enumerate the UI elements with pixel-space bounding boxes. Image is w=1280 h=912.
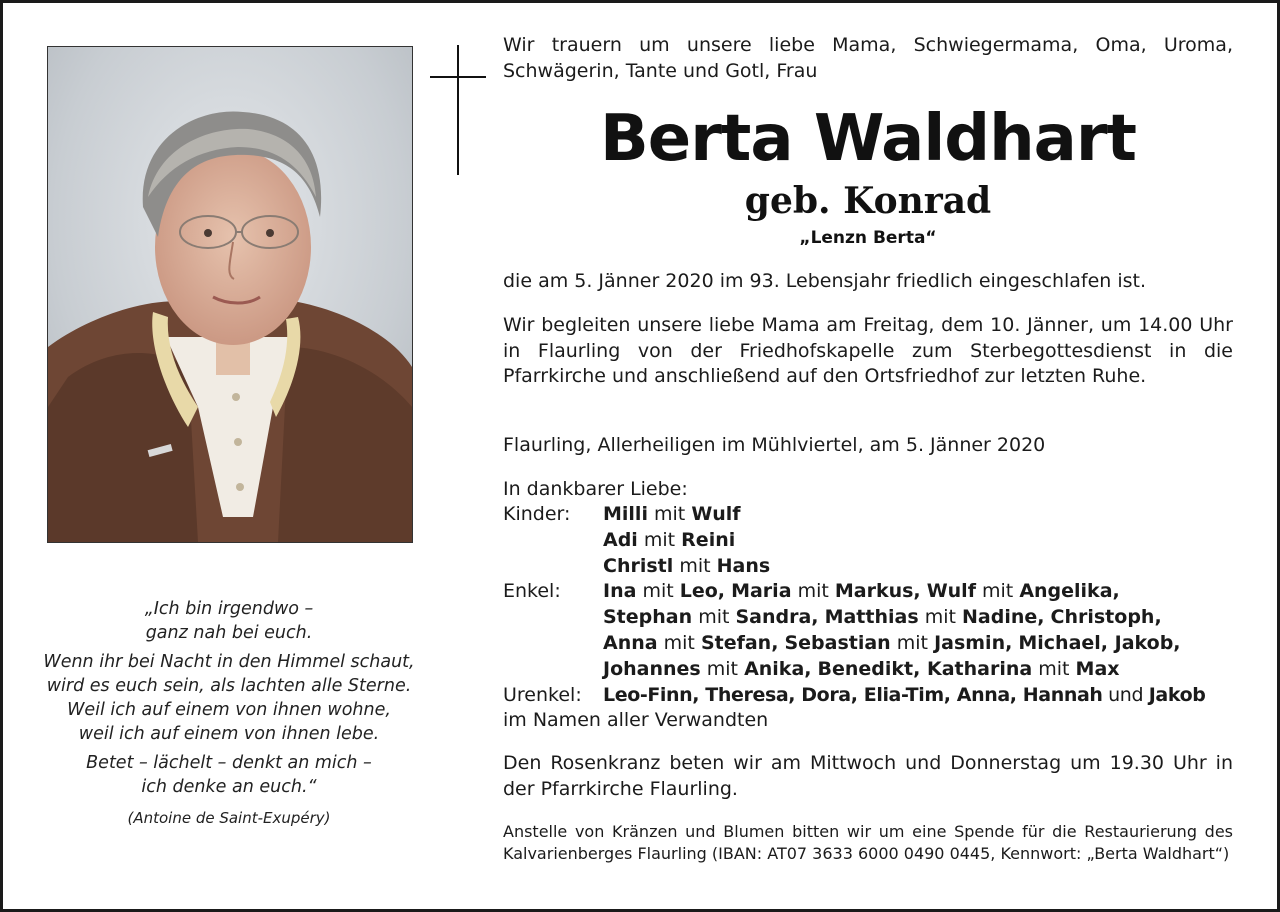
- portrait-photo: [47, 46, 413, 543]
- rosary-info: Den Rosenkranz beten wir am Mittwoch und Donnerstag um 19.30 Uhr in der Pfarrkirche Flaurling.: [503, 752, 1233, 800]
- family-list: [503, 502, 1243, 734]
- death-notice: die am 5. Jänner 2020 im 93. Lebensjahr friedlich eingeschlafen ist.: [503, 270, 1147, 292]
- list-item: Urenkel: Leo-Finn, Theresa, Dora, Elia-Tim, Anna, Hannah und Jakob: [503, 683, 1205, 709]
- intro-text: Wir trauern um unsere liebe Mama, Schwiegermama, Oma, Uroma, Schwägerin, Tante und Gotl, Frau: [503, 34, 1233, 82]
- quote-line: wird es euch sein, als lachten alle Sterne.: [46, 676, 412, 696]
- nickname: „Lenzn Berta“: [799, 228, 937, 248]
- children-label: Kinder:: [503, 503, 571, 525]
- funeral-details: Wir begleiten unsere liebe Mama am Freitag, dem 10. Jänner, um 14.00 Uhr in Flaurling von der Friedhofskapelle zum Sterbegottesdienst in die Pfarrkirche und anschließend auf den Ortsfriedhof zur letzten Ruhe.: [503, 314, 1233, 387]
- greatgrandchildren-label: Urenkel:: [503, 683, 582, 706]
- deceased-name: Berta Waldhart: [600, 102, 1136, 176]
- list-item: Anna mit Stefan, Sebastian mit Jasmin, Michael, Jakob,: [603, 631, 1181, 654]
- thanks-line: In dankbarer Liebe:: [503, 478, 688, 500]
- list-item: [503, 708, 1205, 734]
- place-date: Flaurling, Allerheiligen im Mühlviertel, am 5. Jänner 2020: [503, 434, 1046, 456]
- donation-info: Anstelle von Kränzen und Blumen bitten wir um eine Spende für die Restaurierung des Kalvarienberges Flaurling (IBAN: AT07 3633 6000 0490 0445, Kennwort: „Berta Waldhart“): [503, 822, 1233, 863]
- list-item: Kinder: Milli mit Wulf: [503, 502, 1205, 528]
- quote-line: „Ich bin irgendwo –: [144, 599, 314, 619]
- quote-line: Betet – lächelt – denkt an mich –: [86, 753, 372, 773]
- maiden-name: geb. Konrad: [744, 180, 992, 222]
- list-item: Adi mit Reini: [603, 528, 736, 551]
- farewell-quote: [17, 597, 441, 830]
- list-item: Christl mit Hans: [603, 554, 771, 577]
- quote-line: weil ich auf einem von ihnen lebe.: [78, 724, 380, 744]
- relatives-line: im Namen aller Verwandten: [503, 709, 769, 732]
- quote-line: ich denke an euch.“: [141, 777, 317, 797]
- quote-line: Wenn ihr bei Nacht in den Himmel schaut,: [43, 652, 415, 672]
- cross-icon: [430, 45, 486, 177]
- list-item: Enkel: Ina mit Leo, Maria mit Markus, Wulf mit Angelika,: [503, 579, 1205, 605]
- quote-line: Weil ich auf einem von ihnen wohne,: [67, 700, 391, 720]
- list-item: Stephan mit Sandra, Matthias mit Nadine, Christoph,: [603, 606, 1162, 629]
- quote-author: (Antoine de Saint-Exupéry): [127, 809, 331, 827]
- list-item: Johannes mit Anika, Benedikt, Katharina mit Max: [603, 657, 1120, 680]
- quote-line: ganz nah bei euch.: [145, 623, 313, 643]
- grandchildren-label: Enkel:: [503, 580, 561, 603]
